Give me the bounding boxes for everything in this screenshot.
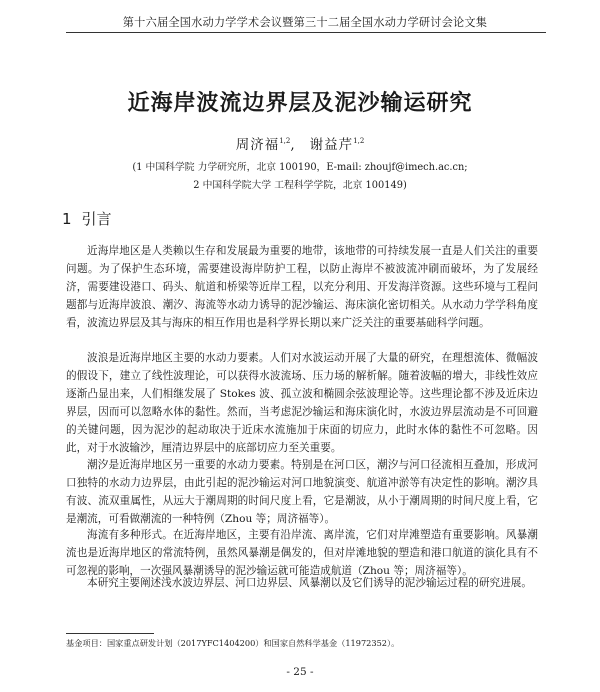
header-rule xyxy=(66,32,546,33)
body-paragraph: 近海岸地区是人类赖以生存和发展最为重要的地带，该地带的可持续发展一直是人们关注的重要问题。为了保护生态环境，需要建设海岸防护工程，以防止海岸不被波流冲刷而破坏，为了发展经济，需要建设港口、码头、航道和桥梁等近岸工程，以充分利用、开发海洋资源。这些环境与工程问题都与近海岸波浪、潮汐、海流等水动力诱导的泥沙输运、海床演化密切相关。从水动力学学科角度看，波流边界层及其与海床的相互作用也是科学界长期以来广泛关注的重要基础科学问题。 xyxy=(66,245,538,329)
body-paragraph: 本研究主要阐述浅水波边界层、河口边界层、风暴潮以及它们诱导的泥沙输运过程的研究进展。 xyxy=(87,577,532,589)
affiliation-2: 2 中国科学院大学 工程科学学院，北京 100149) xyxy=(193,180,407,191)
paper-title: 近海岸波流边界层及泥沙输运研究 xyxy=(127,91,473,116)
section-number: 1 xyxy=(62,210,72,228)
footnote-rule xyxy=(66,633,154,634)
body-paragraph: 波浪是近海岸地区主要的水动力要素。人们对水波运动开展了大量的研究，在理想流体、微幅波的假设下，建立了线性波理论，可以获得水波流场、压力场的解析解。随着波幅的增大，非线性效应逐渐凸显出来，人们相继发展了 Stokes 波、孤立波和椭圆余弦波理论等。这些理论都不涉及近床边界层，因而可以忽略水体的黏性。然而，当考虑泥沙输运和海床演化时，水波边界层流动是不可回避的关键问题，因为泥沙的起动取决于近床水流施加于床面的切应力，此时水体的黏性不可忽略。因此，对于水波输沙，厘清边界层中的底部切应力至关重要。 xyxy=(66,352,538,454)
section-title: 引言 xyxy=(81,210,112,228)
section-heading xyxy=(62,208,112,229)
funding-footnote: 基金项目：国家重点研发计划（2017YFC1404200）和国家自然科学基金（11972352）。 xyxy=(66,638,400,648)
page-number: - 25 - xyxy=(286,666,314,678)
affiliation-1: (1 中国科学院 力学研究所，北京 100190，E-mail: zhoujf@imech.ac.cn; xyxy=(132,162,468,173)
body-paragraph: 潮汐是近海岸地区另一重要的水动力要素。特别是在河口区，潮汐与河口径流相互叠加，形成河口独特的水动力边界层，由此引起的泥沙输运对河口地貌演变、航道冲淤等有决定性的影响。潮汐具有波、流双重属性，从远大于潮周期的时间尺度上看，它是潮波，从小于潮周期的时间尺度上看，它是潮流，可看做潮流的一种特例（Zhou 等；周济福等）。 xyxy=(66,459,538,525)
author-line: 周济福$^{1,2}$, 谢益芹$^{1,2}$ xyxy=(235,137,365,153)
author-name: 谢益芹 xyxy=(309,137,354,153)
author-affiliation-mark: 1,2 xyxy=(353,137,365,145)
body-paragraph: 海流有多种形式。在近海岸地区，主要有沿岸流、离岸流，它们对岸滩塑造有重要影响。风暴潮流也是近海岸地区的常流特例，虽然风暴潮是偶发的，但对岸滩地貌的塑造和港口航道的演化具有不可忽视的影响，一次强风暴潮诱导的泥沙输运就可能造成航道（Zhou 等；周济福等）。 xyxy=(66,529,538,577)
author-affiliation-mark: 1,2 xyxy=(279,137,291,145)
running-header: 第十六届全国水动力学学术会议暨第三十二届全国水动力学研讨会论文集 xyxy=(122,16,488,29)
author-name: 周济福 xyxy=(235,137,280,153)
